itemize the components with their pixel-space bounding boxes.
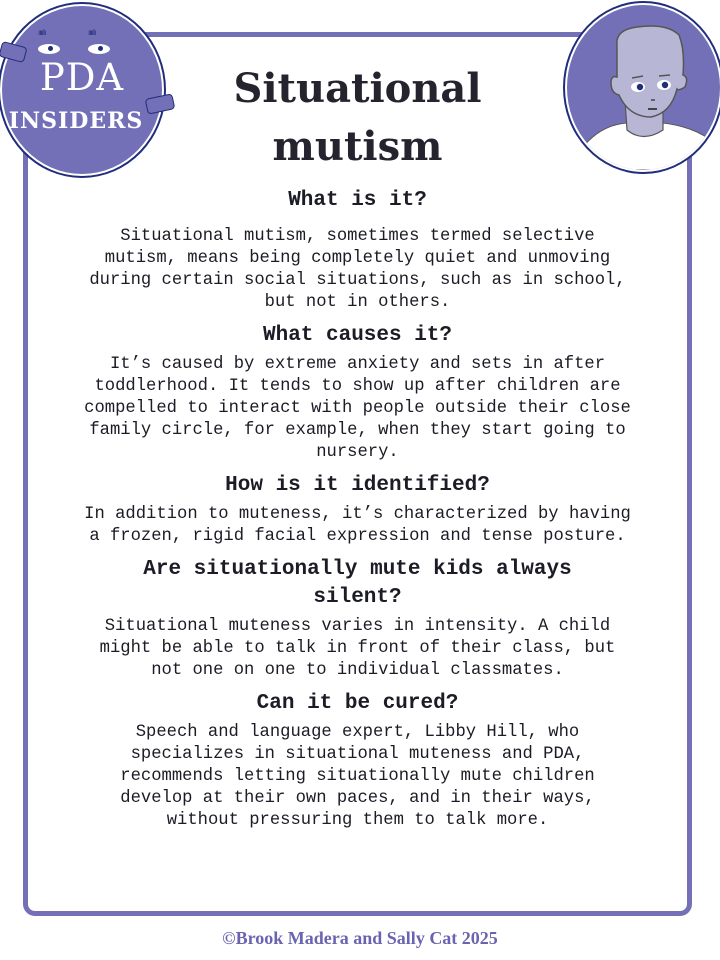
section-heading: Can it be cured? <box>256 692 459 715</box>
body-line: develop at their own paces, and in their ways, <box>120 789 595 808</box>
body-line: nursery. <box>316 443 399 462</box>
body-line: family circle, for example, when they start going to <box>89 421 626 440</box>
body-line: It’s caused by extreme anxiety and sets in after <box>109 355 606 374</box>
section-always-silent <box>30 556 685 682</box>
section-can-it-be-cured <box>30 690 685 832</box>
section-how-identified <box>30 472 685 548</box>
section-body <box>30 354 685 464</box>
section-heading <box>30 556 685 612</box>
body-line: not one on one to individual classmates. <box>151 661 564 680</box>
logo-text-pda: PDA <box>39 56 125 99</box>
section-what-causes-it <box>30 322 685 464</box>
eyelashes-icon: ıııılı <box>88 28 96 37</box>
section-body <box>30 616 685 682</box>
heading-line: silent? <box>313 586 402 609</box>
article-content <box>30 60 685 832</box>
eye-icon <box>88 44 110 54</box>
body-line: specializes in situational muteness and PDA, <box>130 745 585 764</box>
body-line: recommends letting situationally mute children <box>120 767 595 786</box>
section-heading: What causes it? <box>262 324 453 347</box>
body-line: compelled to interact with people outside their close <box>84 399 631 418</box>
body-line: but not in others. <box>264 293 451 312</box>
body-line: Situational muteness varies in intensity. A child <box>104 617 611 636</box>
eye-icon <box>38 44 60 54</box>
page-title <box>30 60 685 176</box>
section-body <box>30 226 685 314</box>
section-body <box>30 722 685 832</box>
section-body <box>30 504 685 548</box>
title-line-1: Situational <box>233 65 482 112</box>
body-line: mutism, means being completely quiet and unmoving <box>104 249 611 268</box>
section-heading: How is it identified? <box>225 474 490 497</box>
section-heading: What is it? <box>288 189 427 212</box>
body-line: Situational mutism, sometimes termed selective <box>120 227 595 246</box>
body-line: toddlerhood. It tends to show up after children are <box>94 377 621 396</box>
body-line: might be able to talk in front of their class, but <box>99 639 616 658</box>
body-line: without pressuring them to talk more. <box>166 811 549 830</box>
logo-text-insiders: INSIDERS <box>8 108 144 134</box>
body-line: Speech and language expert, Libby Hill, who <box>135 723 580 742</box>
heading-line: Are situationally mute kids always <box>143 558 572 581</box>
body-line: during certain social situations, such as in school, <box>89 271 626 290</box>
eyelashes-icon: ıııılı <box>38 28 46 37</box>
copyright-footer: ©Brook Madera and Sally Cat 2025 <box>222 928 498 948</box>
title-line-2: mutism <box>272 123 443 170</box>
body-line: In addition to muteness, it’s characterized by having <box>84 505 631 524</box>
section-what-is-it <box>30 187 685 314</box>
body-line: a frozen, rigid facial expression and tense posture. <box>89 527 626 546</box>
